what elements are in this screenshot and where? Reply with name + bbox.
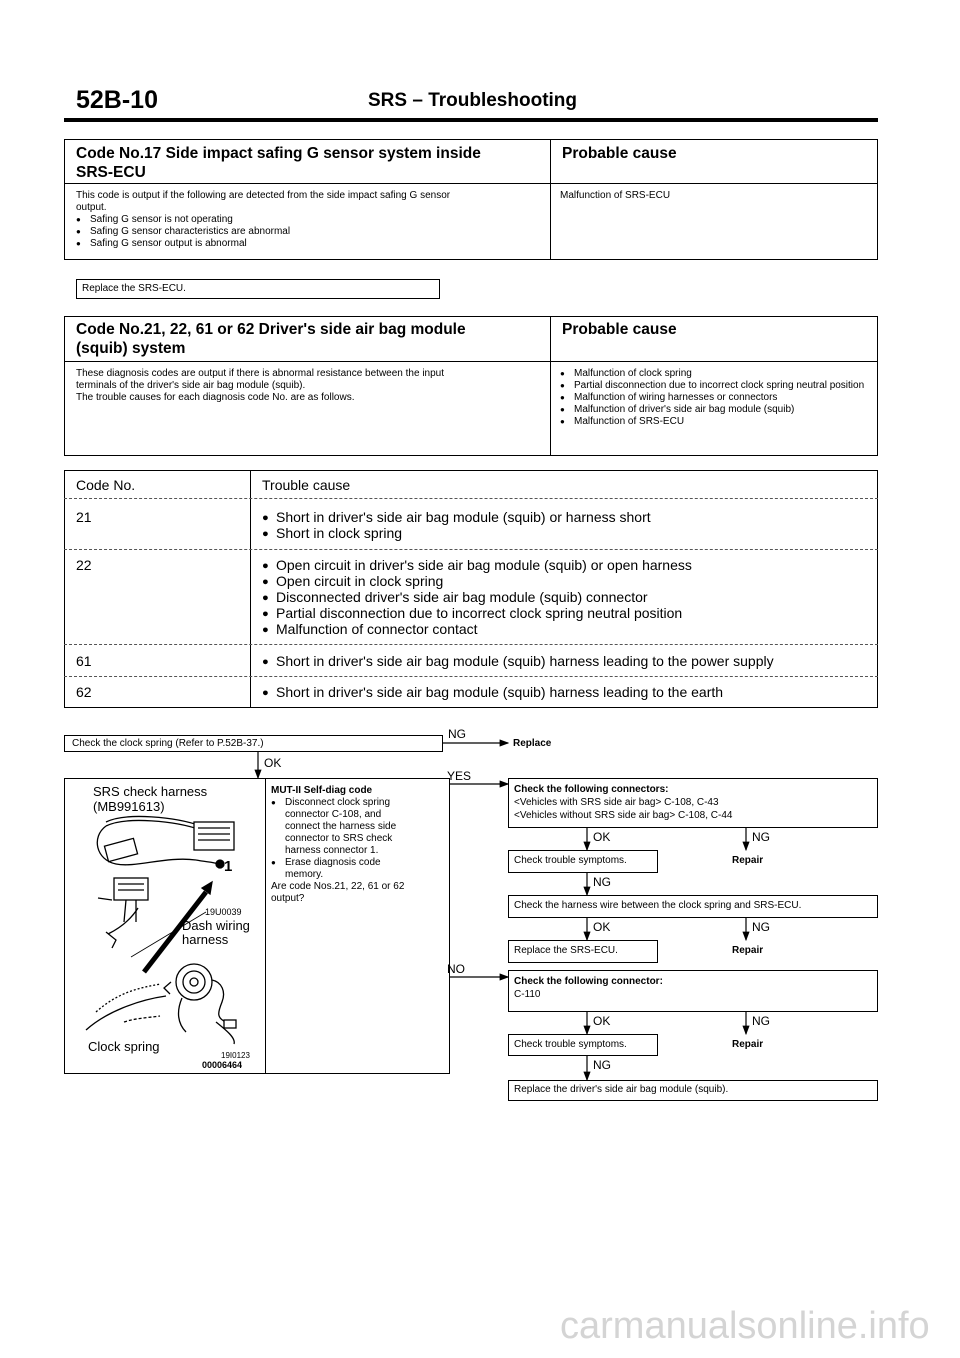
mut-item-1: ● Disconnect clock spring connector C-108, and connect the harness side connector to SRS check harness connector 1. ● Erase diagnosis code memory. Are code Nos.21, 22, 61 or 62 output? xyxy=(271,797,446,905)
list-item: ● Safing G sensor characteristics are abnormal xyxy=(76,226,536,238)
dash-label-1: Dash wiring xyxy=(182,918,250,933)
mut-line: Are code Nos.21, 22, 61 or 62 xyxy=(271,881,405,892)
list-item: ● Malfunction of wiring harnesses or connectors xyxy=(560,392,870,404)
list-item: ● Partial disconnection due to incorrect clock spring neutral position xyxy=(262,605,692,621)
harness-label-1: SRS check harness xyxy=(93,784,208,799)
list-item: ● Safing G sensor output is abnormal xyxy=(76,238,536,250)
table-header-code: Code No. xyxy=(76,477,136,493)
mut-line: connect the harness side xyxy=(285,821,397,832)
table-row-code: 21 xyxy=(76,509,92,525)
mut-line: memory. xyxy=(285,869,324,880)
list-item: ● Malfunction of connector contact xyxy=(262,621,692,637)
mut-title: MUT-II Self-diag code xyxy=(271,785,373,796)
table-row-code: 61 xyxy=(76,653,92,669)
srs-check-harness-illustration xyxy=(66,812,264,1062)
check-connectors-line-1: <Vehicles with SRS side air bag> C-108, C-43 xyxy=(514,797,719,808)
code17-title-2: SRS-ECU xyxy=(76,164,146,181)
list-item: ● Malfunction of SRS-ECU xyxy=(560,416,870,428)
page-number: 52B-10 xyxy=(76,86,158,114)
code17-title-1: Code No.17 Side impact safing G sensor system inside xyxy=(76,145,481,162)
illus-code-3: 00006464 xyxy=(202,1060,243,1070)
table-header-cause: Trouble cause xyxy=(262,477,351,493)
mut-line: output? xyxy=(271,893,305,904)
illus-code-1: 19U0039 xyxy=(205,907,242,917)
list-item: ● Safing G sensor is not operating xyxy=(76,214,536,226)
ok-label: OK xyxy=(264,756,282,770)
ng-label: NG xyxy=(752,1014,770,1028)
list-item: ● Partial disconnection due to incorrect clock spring neutral position xyxy=(560,380,870,392)
check-connectors-title: Check the following connectors: xyxy=(514,784,669,795)
dash-label-2: harness xyxy=(182,932,229,947)
yes-label: YES xyxy=(447,769,472,783)
list-item: ● Short in driver's side air bag module (squib) or harness short xyxy=(262,509,651,525)
code17-action: Replace the SRS-ECU. xyxy=(82,283,186,294)
code17-cause-heading: Probable cause xyxy=(562,145,677,162)
code21-cause-heading: Probable cause xyxy=(562,321,677,338)
table-row-code: 62 xyxy=(76,684,92,700)
repair-label: Repair xyxy=(732,1039,764,1050)
list-item: ● Malfunction of driver's side air bag module (squib) xyxy=(560,404,870,416)
list-item: ● Open circuit in driver's side air bag module (squib) or open harness xyxy=(262,557,692,573)
code21-desc-2: terminals of the driver's side air bag module (squib). xyxy=(76,380,306,391)
code17-desc-1: This code is output if the following are detected from the side impact safing G sensor xyxy=(76,190,451,201)
repair-label: Repair xyxy=(732,855,764,866)
replace-module-text: Replace the driver's side air bag module (squib). xyxy=(514,1084,729,1095)
check-clock-text: Check the clock spring (Refer to P.52B-37.) xyxy=(72,738,264,749)
check-connector-title: Check the following connector: xyxy=(514,976,663,987)
harness-label-2: (MB991613) xyxy=(93,799,165,814)
ng-label: NG xyxy=(448,727,466,741)
ok-label: OK xyxy=(593,920,611,934)
code21-title-2: (squib) system xyxy=(76,340,186,357)
no-label: NO xyxy=(447,962,465,976)
mut-line: harness connector 1. xyxy=(285,845,379,856)
check-connector-line-1: C-110 xyxy=(514,989,541,1000)
clock-spring-label: Clock spring xyxy=(88,1039,160,1054)
code21-desc-1: These diagnosis codes are output if there is abnormal resistance between the input xyxy=(76,368,444,379)
list-item: ● Short in clock spring xyxy=(262,525,651,541)
mut-line: Disconnect clock spring xyxy=(285,797,391,808)
mut-line: connector to SRS check xyxy=(285,833,393,844)
repair-label: Repair xyxy=(732,945,764,956)
mut-divider xyxy=(265,778,266,1074)
check-symptoms-text: Check trouble symptoms. xyxy=(514,855,627,866)
code17-desc-2: output. xyxy=(76,202,107,213)
replace-ecu-text: Replace the SRS-ECU. xyxy=(514,945,618,956)
ng-label: NG xyxy=(593,875,611,889)
harness-check-text: Check the harness wire between the clock spring and SRS-ECU. xyxy=(514,900,802,911)
watermark: carmanualsonline.info xyxy=(560,1305,930,1347)
ng-label: NG xyxy=(593,1058,611,1072)
check-connectors-line-2: <Vehicles without SRS side air bag> C-108, C-44 xyxy=(514,810,733,821)
replace-label: Replace xyxy=(513,738,552,749)
list-item: ● Short in driver's side air bag module (squib) harness leading to the power supply xyxy=(262,653,774,669)
mut-line: Erase diagnosis code xyxy=(285,857,381,868)
ok-label: OK xyxy=(593,830,611,844)
code17-cause: Malfunction of SRS-ECU xyxy=(560,190,671,201)
code21-desc-3: The trouble causes for each diagnosis code No. are as follows. xyxy=(76,392,355,403)
ng-label: NG xyxy=(752,830,770,844)
list-item: ● Malfunction of clock spring xyxy=(560,368,870,380)
no-check-symptoms-text: Check trouble symptoms. xyxy=(514,1039,627,1050)
code21-title-1: Code No.21, 22, 61 or 62 Driver's side air bag module xyxy=(76,321,466,338)
page-title: SRS – Troubleshooting xyxy=(368,90,578,111)
connector-number: 1 xyxy=(224,858,233,875)
ng-label: NG xyxy=(752,920,770,934)
list-item: ● Disconnected driver's side air bag module (squib) connector xyxy=(262,589,692,605)
table-row-code: 22 xyxy=(76,557,92,573)
list-item: ● Short in driver's side air bag module (squib) harness leading to the earth xyxy=(262,684,723,700)
ok-label: OK xyxy=(593,1014,611,1028)
list-item: ● Open circuit in clock spring xyxy=(262,573,692,589)
illus-code-2: 19I0123 xyxy=(221,1051,250,1060)
mut-line: connector C-108, and xyxy=(285,809,382,820)
